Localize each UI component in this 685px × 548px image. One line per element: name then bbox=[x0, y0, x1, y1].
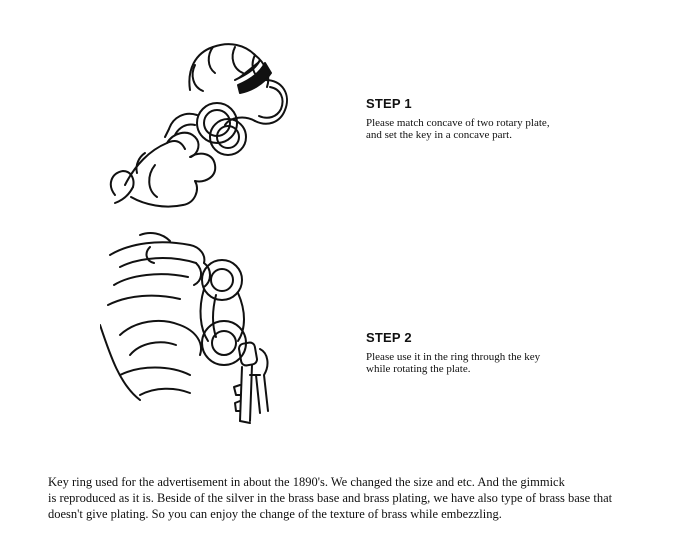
step1-title: STEP 1 bbox=[366, 96, 412, 111]
description-line-2: is reproduced as it is. Beside of the silver in the brass base and brass plating, we have also type of brass base that bbox=[48, 491, 613, 505]
step2-line-1: Please use it in the ring through the key bbox=[366, 351, 541, 363]
step2-title: STEP 2 bbox=[366, 330, 412, 345]
description-line-1: Key ring used for the advertisement in about the 1890's. We changed the size and etc. And the gimmick bbox=[48, 475, 565, 489]
hands-holding-key-ring-step1-icon bbox=[95, 25, 305, 210]
step2-description bbox=[366, 351, 596, 375]
step1-line-1: Please match concave of two rotary plate, bbox=[366, 117, 550, 129]
description-line-3: doesn't give plating. So you can enjoy the change of the texture of brass while embezzling. bbox=[48, 507, 502, 521]
step1-line-2: and set the key in a concave part. bbox=[366, 129, 512, 141]
step2-line-2: while rotating the plate. bbox=[366, 363, 471, 375]
step2-illustration bbox=[100, 225, 280, 435]
hand-rotating-plate-with-key-step2-icon bbox=[100, 225, 280, 435]
step1-section bbox=[366, 96, 596, 141]
product-description bbox=[48, 474, 658, 522]
step1-illustration bbox=[95, 25, 305, 210]
step1-description bbox=[366, 117, 596, 141]
step2-section bbox=[366, 330, 596, 375]
